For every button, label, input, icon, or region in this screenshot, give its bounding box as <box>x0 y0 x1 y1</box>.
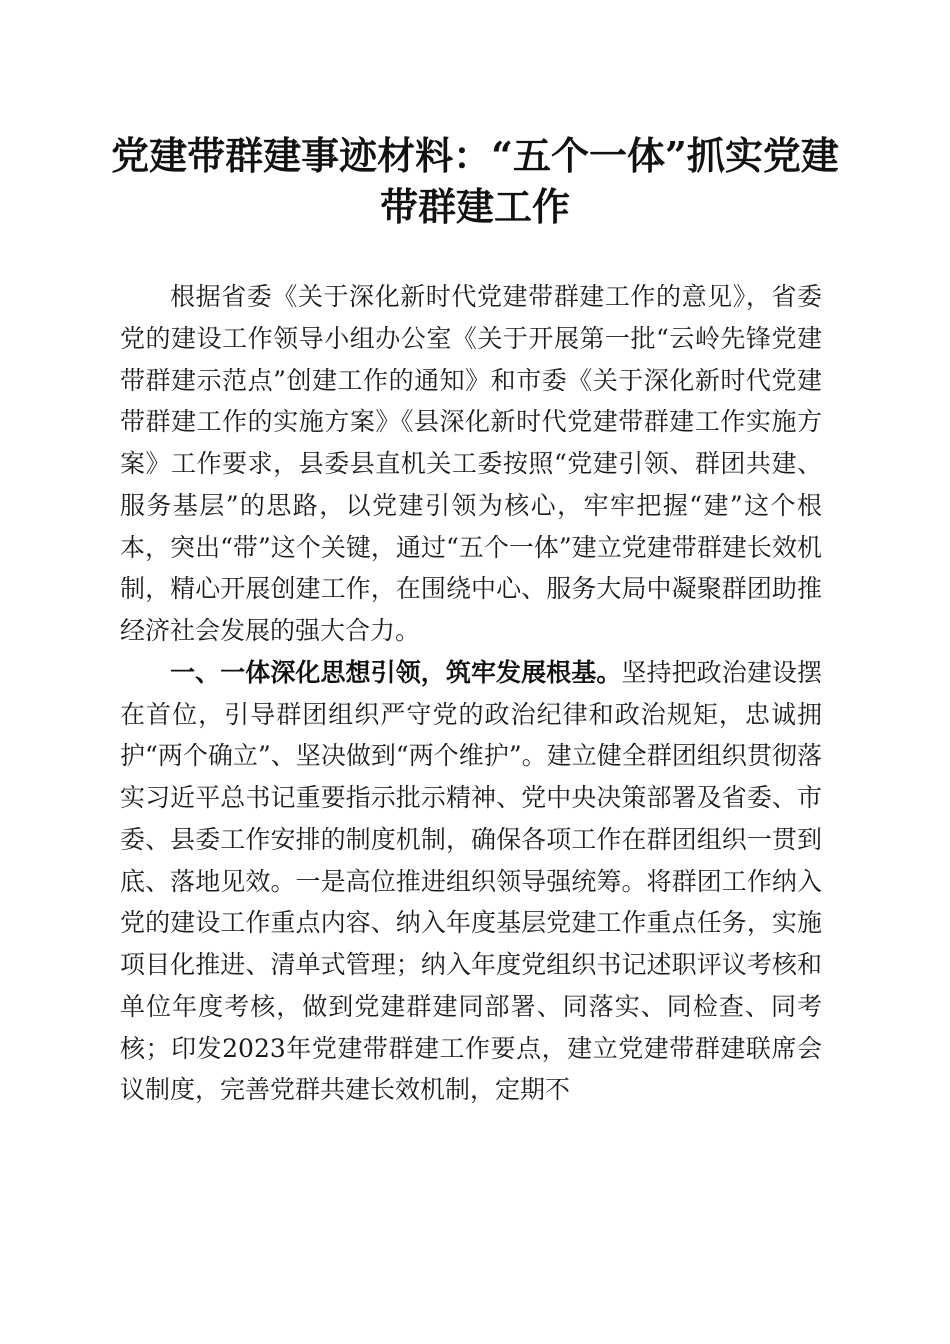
intro-paragraph: 根据省委《关于深化新时代党建带群建工作的意见》，省委党的建设工作领导小组办公室《关于开展第一批“云岭先锋党建带群建示范点”创建工作的通知》和市委《关于深化新时代党建带群建工作的实施方案》《县深化新时代党建带群建工作实施方案》工作要求，县委县直机关工委按照“党建引领、群团共建、服务基层”的思路，以党建引领为核心，牢牢把握“建”这个根本，突出“带”这个关键，通过“五个一体”建立党建带群建长效机制，精心开展创建工作，在围绕中心、服务大局中凝聚群团助推经济社会发展的强大合力。 <box>120 282 822 645</box>
document-title <box>110 130 840 232</box>
section-1-heading: 一、一体深化思想引领，筑牢发展根基。 <box>170 657 622 687</box>
document-body <box>120 276 822 1111</box>
title-line-1: 党建带群建事迹材料：“五个一体”抓实党建 <box>111 133 839 178</box>
section-1-paragraph <box>120 652 822 1111</box>
title-line-2: 带群建工作 <box>379 184 570 229</box>
section-1-text: 坚持把政治建设摆在首位，引导群团组织严守党的政治纪律和政治规矩，忠诚拥护“两个确立”、坚决做到“两个维护”。建立健全群团组织贯彻落实习近平总书记重要指示批示精神、党中央决策部署及省委、市委、县委工作安排的制度机制，确保各项工作在群团组织一贯到底、落地见效。一是高位推进组织领导强统筹。将群团工作纳入党的建设工作重点内容、纳入年度基层党建工作重点任务，实施项目化推进、清单式管理；纳入年度党组织书记述职评议考核和单位年度考核，做到党建群建同部署、同落实、同检查、同考核；印发2023年党建带群建工作要点，建立党建带群建联席会议制度，完善党群共建长效机制，定期不 <box>120 657 822 1105</box>
